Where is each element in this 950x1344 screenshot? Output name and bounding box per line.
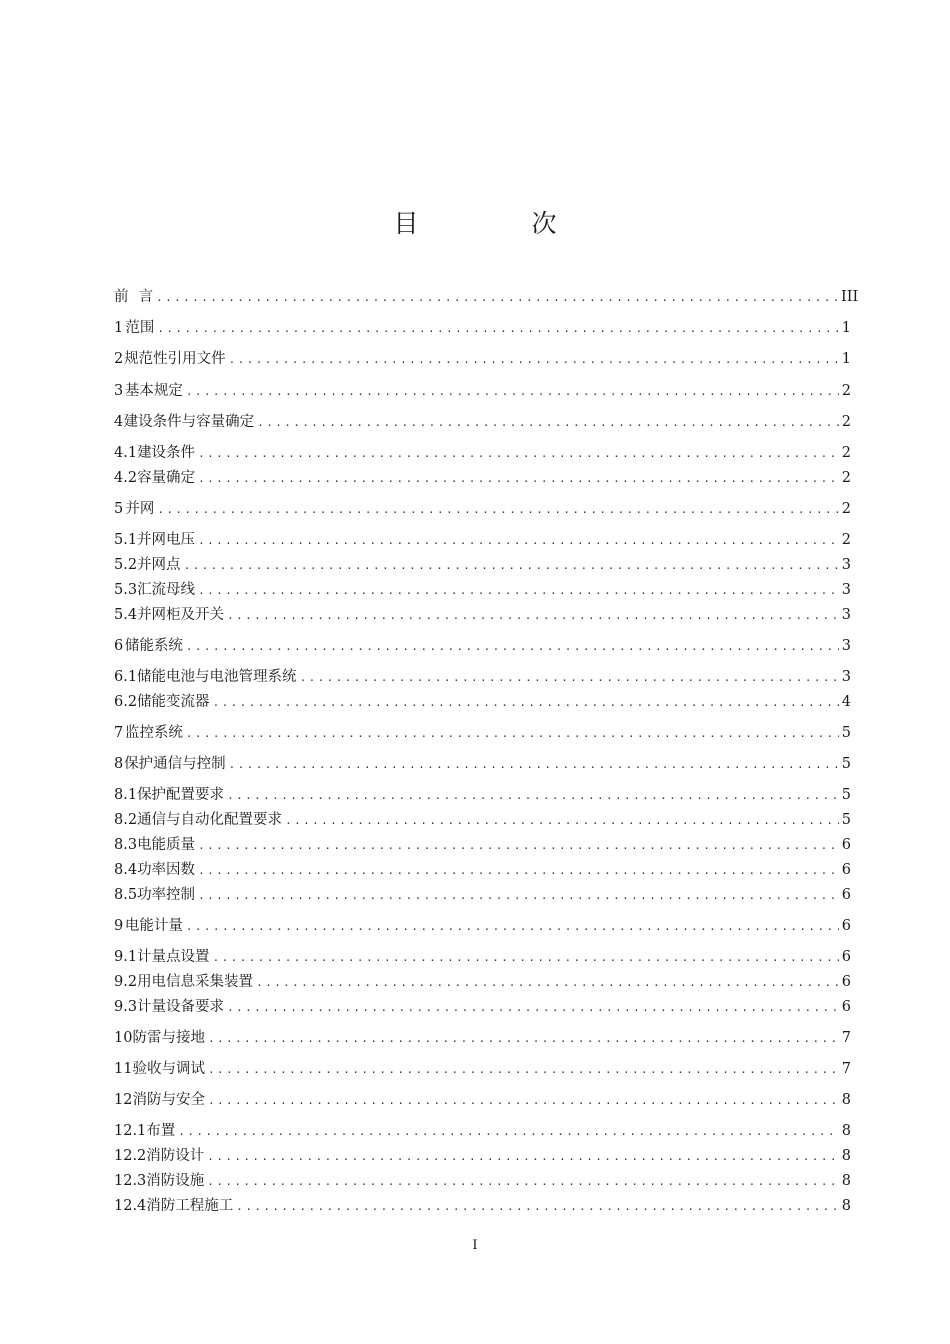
toc-entry-number: 8.1 [114, 787, 138, 803]
toc-entry-page: 1 [841, 320, 851, 336]
toc-leader-dots [207, 1171, 839, 1191]
toc-entry-label: 储能变流器 [137, 694, 210, 710]
toc-entry-label: 防雷与接地 [132, 1030, 205, 1046]
toc-entry[interactable] [114, 605, 851, 625]
toc-entry-label: 通信与自动化配置要求 [137, 812, 283, 828]
toc-entry[interactable] [114, 412, 851, 432]
toc-entry[interactable] [114, 349, 851, 369]
toc-entry-page: 5 [841, 756, 851, 772]
toc-leader-dots [198, 885, 839, 905]
toc-entry-number: 12.3 [114, 1173, 147, 1189]
toc-entry-page: 2 [841, 532, 851, 548]
toc-entry-label: 基本规定 [124, 383, 183, 399]
toc-entry-number: 8 [114, 756, 124, 772]
toc-leader-dots [198, 443, 839, 463]
toc-leader-dots [186, 381, 839, 401]
toc-entry-label: 并网 [125, 501, 155, 517]
toc-leader-dots [157, 499, 839, 519]
toc-entry-number: 9.1 [114, 949, 138, 965]
toc-entry-label: 消防工程施工 [146, 1198, 234, 1214]
toc-entry-page: 6 [841, 918, 851, 934]
toc-leader-dots [156, 287, 839, 307]
toc-entry[interactable] [114, 1121, 851, 1141]
toc-entry-page: 8 [841, 1173, 851, 1189]
toc-entry[interactable] [114, 810, 851, 830]
toc-entry[interactable] [114, 636, 851, 656]
toc-entry-label: 功率控制 [137, 887, 196, 903]
toc-entry-label: 并网点 [137, 557, 181, 573]
toc-leader-dots [236, 1196, 839, 1216]
toc-entry[interactable] [114, 860, 851, 880]
toc-entry-label: 计量点设置 [137, 949, 210, 965]
toc-entry[interactable] [114, 947, 851, 967]
toc-entry-number: 8.3 [114, 837, 138, 853]
toc-leader-dots [229, 754, 839, 774]
toc-entry-number: 6.1 [114, 669, 138, 685]
toc-leader-dots [198, 835, 839, 855]
toc-entry-label: 消防设计 [146, 1148, 205, 1164]
toc-entry-label: 计量设备要求 [137, 999, 225, 1015]
toc-leader-dots [213, 692, 839, 712]
toc-entry-label: 电能质量 [137, 837, 196, 853]
toc-entry[interactable] [114, 1059, 851, 1079]
toc-entry[interactable] [114, 287, 859, 307]
toc-entry-number: 9.3 [114, 999, 138, 1015]
toc-entry[interactable] [114, 530, 851, 550]
toc-entry-number: 4.2 [114, 470, 138, 486]
toc-entry-number: 4.1 [114, 445, 138, 461]
toc-entry-page: 7 [841, 1061, 851, 1077]
toc-entry-number: 5.1 [114, 532, 138, 548]
toc-entry[interactable] [114, 785, 851, 805]
toc-entry-number: 10 [114, 1030, 133, 1046]
toc-entry-label: 消防设施 [146, 1173, 205, 1189]
toc-entry-label: 用电信息采集装置 [137, 974, 254, 990]
toc-entry-page: 6 [841, 974, 851, 990]
toc-entry-label: 并网柜及开关 [137, 607, 225, 623]
toc-entry-number: 5.2 [114, 557, 138, 573]
toc-leader-dots [207, 1146, 839, 1166]
toc-entry[interactable] [114, 692, 851, 712]
toc-entry-page: 2 [841, 383, 851, 399]
toc-entry-number: 11 [114, 1061, 133, 1077]
toc-entry-label: 电能计量 [124, 918, 183, 934]
toc-entry-label: 功率因数 [137, 862, 196, 878]
toc-leader-dots [186, 916, 839, 936]
toc-entry-number: 1 [114, 320, 124, 336]
toc-entry-page: 3 [841, 638, 851, 654]
page-number: I [472, 1238, 478, 1253]
toc-entry-label: 建设条件 [137, 445, 196, 461]
toc-entry-number: 12.2 [114, 1148, 147, 1164]
toc-entry[interactable] [114, 555, 851, 575]
toc-entry-page: 2 [841, 470, 851, 486]
toc-entry-page: III [841, 289, 859, 305]
toc-entry-page: 3 [841, 582, 851, 598]
toc-entry[interactable] [114, 916, 851, 936]
toc-entry[interactable] [114, 997, 851, 1017]
toc-entry-number: 8.2 [114, 812, 138, 828]
toc-entry[interactable] [114, 318, 851, 338]
toc-leader-dots [198, 860, 839, 880]
toc-leader-dots [208, 1028, 839, 1048]
toc-leader-dots [208, 1059, 839, 1079]
toc-leader-dots [208, 1090, 839, 1110]
toc-entry-number: 9 [114, 918, 124, 934]
toc-leader-dots [184, 555, 839, 575]
toc-leader-dots [198, 468, 839, 488]
toc-entry-page: 5 [841, 787, 851, 803]
toc-entry-page: 8 [841, 1092, 851, 1108]
toc-entry-label: 验收与调试 [132, 1061, 205, 1077]
toc-entry[interactable] [114, 723, 851, 743]
toc-entry-label: 监控系统 [124, 725, 183, 741]
toc-leader-dots [213, 947, 839, 967]
toc-entry[interactable] [114, 1090, 851, 1110]
toc-entry-page: 6 [841, 949, 851, 965]
toc-entry-page: 3 [841, 669, 851, 685]
toc-entry-number: 12 [114, 1092, 133, 1108]
toc-entry-label: 容量确定 [137, 470, 196, 486]
toc-entry-page: 6 [841, 862, 851, 878]
toc-entry-number: 2 [114, 351, 124, 367]
toc-entry-page: 5 [841, 812, 851, 828]
toc-entry[interactable] [114, 499, 851, 519]
toc-entry-page: 3 [841, 557, 851, 573]
toc-leader-dots [227, 785, 839, 805]
toc-entry-label: 规范性引用文件 [124, 351, 226, 367]
toc-entry-number: 6 [114, 638, 124, 654]
toc-entry-label: 建设条件与容量确定 [123, 414, 255, 430]
toc-leader-dots [227, 997, 839, 1017]
toc-leader-dots [178, 1121, 839, 1141]
toc-leader-dots [227, 605, 839, 625]
toc-entry[interactable] [114, 468, 851, 488]
toc-entry-page: 1 [841, 351, 851, 367]
toc-entry-label: 布置 [146, 1123, 176, 1139]
toc-entry[interactable] [114, 1196, 851, 1216]
toc-entry-number: 6.2 [114, 694, 138, 710]
toc-entry-number: 8.5 [114, 887, 138, 903]
toc-leader-dots [186, 723, 839, 743]
toc-entry-label: 保护配置要求 [137, 787, 225, 803]
toc-entry-page: 8 [841, 1148, 851, 1164]
toc-entry-label: 消防与安全 [132, 1092, 205, 1108]
toc-leader-dots [186, 636, 839, 656]
toc-entry-label: 储能系统 [124, 638, 183, 654]
toc-entry-number: 12.4 [114, 1198, 147, 1214]
toc-entry-number: 4 [114, 414, 124, 430]
toc-leader-dots [229, 349, 839, 369]
toc-entry-page: 8 [841, 1123, 851, 1139]
toc-entry-label: 保护通信与控制 [124, 756, 226, 772]
page-title: 目 次 [393, 209, 601, 238]
toc-entry-label: 储能电池与电池管理系统 [137, 669, 297, 685]
toc-entry-page: 2 [841, 501, 851, 517]
toc-entry[interactable] [114, 667, 851, 687]
toc-entry-page: 6 [841, 999, 851, 1015]
toc-entry[interactable] [114, 580, 851, 600]
toc-entry-page: 4 [841, 694, 851, 710]
toc-leader-dots [256, 972, 839, 992]
toc-entry-page: 6 [841, 887, 851, 903]
toc-entry-page: 6 [841, 837, 851, 853]
toc-entry-page: 3 [841, 607, 851, 623]
toc-entry-label: 并网电压 [137, 532, 196, 548]
toc-entry-page: 5 [841, 725, 851, 741]
toc-entry-number: 8.4 [114, 862, 138, 878]
toc-entry[interactable] [114, 972, 851, 992]
toc-entry-label: 言 [138, 289, 154, 305]
toc-entry[interactable] [114, 1028, 851, 1048]
toc-entry[interactable] [114, 1146, 851, 1166]
toc-entry-label: 范围 [125, 320, 155, 336]
toc-entry[interactable] [114, 754, 851, 774]
toc-leader-dots [198, 530, 839, 550]
toc-entry[interactable] [114, 443, 851, 463]
toc-entry[interactable] [114, 885, 851, 905]
toc-entry-number: 5.3 [114, 582, 138, 598]
toc-leader-dots [198, 580, 839, 600]
toc-entry[interactable] [114, 381, 851, 401]
toc-entry-page: 7 [841, 1030, 851, 1046]
toc-entry-number: 12.1 [114, 1123, 147, 1139]
toc-entry-number: 前 [114, 289, 129, 305]
toc-entry[interactable] [114, 835, 851, 855]
toc-leader-dots [300, 667, 839, 687]
toc-entry-number: 5.4 [114, 607, 138, 623]
toc-entry-number: 5 [114, 501, 124, 517]
toc-entry-page: 8 [841, 1198, 851, 1214]
toc-leader-dots [285, 810, 839, 830]
toc-entry-number: 9.2 [114, 974, 138, 990]
toc-leader-dots [157, 318, 839, 338]
toc-entry-page: 2 [841, 445, 851, 461]
toc-entry-number: 3 [114, 383, 124, 399]
toc-leader-dots [257, 412, 839, 432]
toc-entry-number: 7 [114, 725, 124, 741]
toc-entry-label: 汇流母线 [137, 582, 196, 598]
toc-entry-page: 2 [841, 414, 851, 430]
toc-entry[interactable] [114, 1171, 851, 1191]
